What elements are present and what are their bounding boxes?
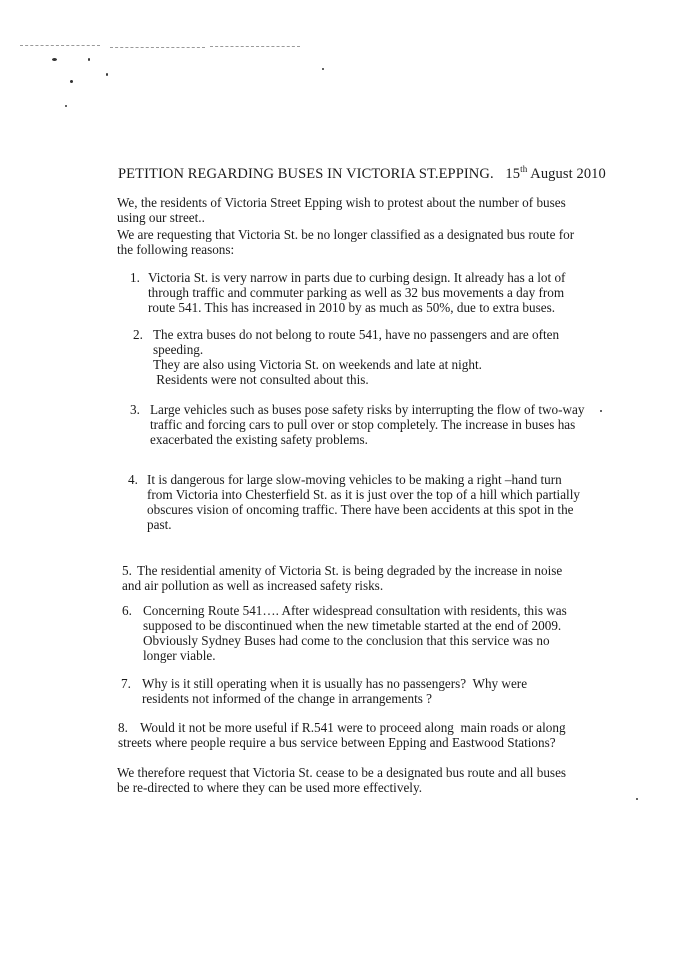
item-line: streets where people require a bus service between Epping and Eastwood Stations? bbox=[118, 735, 556, 750]
item-line: route 541. This has increased in 2010 by as much as 50%, due to extra buses. bbox=[148, 300, 556, 315]
scan-speck bbox=[600, 410, 602, 412]
item-number: 5. bbox=[122, 563, 132, 578]
item-number: 6. bbox=[122, 603, 132, 618]
item-line: Victoria St. is very narrow in parts due to curbing design. It already has a lot of bbox=[148, 270, 566, 285]
scan-artifact-line bbox=[210, 46, 300, 47]
title-text: PETITION REGARDING BUSES IN VICTORIA ST.EPPING. bbox=[118, 165, 494, 182]
item-line: The extra buses do not belong to route 541, have no passengers and are often bbox=[153, 327, 560, 342]
date-rest: August 2010 bbox=[530, 165, 606, 182]
closing-line: be re-directed to where they can be used more effectively. bbox=[117, 780, 422, 795]
item-line: past. bbox=[147, 517, 172, 532]
item-line: traffic and forcing cars to pull over or stop completely. The increase in buses has bbox=[150, 417, 576, 432]
item-line: speeding. bbox=[153, 342, 204, 357]
scan-speck bbox=[322, 68, 324, 70]
intro-paragraph bbox=[117, 195, 647, 257]
item-number: 8. bbox=[118, 720, 128, 735]
item-line: Concerning Route 541…. After widespread consultation with residents, this was bbox=[143, 603, 567, 618]
item-line: residents not informed of the change in arrangements ? bbox=[142, 691, 433, 706]
item-number: 2. bbox=[133, 327, 143, 342]
item-line bbox=[118, 720, 566, 735]
item-line-text: The residential amenity of Victoria St. is being degraded by the increase in noise bbox=[137, 563, 563, 578]
item-line-text: Would it not be more useful if R.541 were to proceed along main roads or along bbox=[140, 720, 566, 735]
item-line: through traffic and commuter parking as well as 32 bus movements a day from bbox=[148, 285, 565, 300]
item-line: obscures vision of oncoming traffic. There have been accidents at this spot in the bbox=[147, 502, 574, 517]
item-number: 1. bbox=[130, 270, 140, 285]
item-line: Large vehicles such as buses pose safety risks by interrupting the flow of two-way bbox=[150, 402, 585, 417]
item-line: longer viable. bbox=[143, 648, 216, 663]
item-number: 7. bbox=[121, 676, 131, 691]
intro-line: using our street.. bbox=[117, 210, 205, 225]
scan-speck bbox=[636, 798, 638, 800]
scan-artifact-line bbox=[110, 47, 205, 48]
date-day: 15 bbox=[505, 165, 521, 182]
scan-speck bbox=[52, 58, 57, 61]
scan-speck bbox=[88, 58, 90, 61]
item-line bbox=[122, 563, 562, 578]
closing-paragraph bbox=[117, 765, 657, 795]
scan-speck bbox=[65, 105, 67, 107]
intro-line: the following reasons: bbox=[117, 242, 235, 257]
closing-line: We therefore request that Victoria St. cease to be a designated bus route and all buses bbox=[117, 765, 567, 780]
scan-artifact-line bbox=[20, 45, 100, 46]
item-line: Why is it still operating when it is usually has no passengers? Why were bbox=[142, 676, 528, 691]
item-line: They are also using Victoria St. on weekends and late at night. bbox=[153, 357, 482, 372]
item-line: Residents were not consulted about this. bbox=[153, 372, 369, 387]
intro-line: We, the residents of Victoria Street Epping wish to protest about the number of buses bbox=[117, 195, 566, 210]
item-line: supposed to be discontinued when the new timetable started at the end of 2009. bbox=[143, 618, 562, 633]
scan-speck bbox=[106, 73, 108, 76]
item-number: 3. bbox=[130, 402, 140, 417]
page-title bbox=[118, 164, 638, 183]
item-line: and air pollution as well as increased safety risks. bbox=[122, 578, 384, 593]
item-line: Obviously Sydney Buses had come to the conclusion that this service was no bbox=[143, 633, 550, 648]
item-line: exacerbated the existing safety problems. bbox=[150, 432, 368, 447]
intro-line: We are requesting that Victoria St. be no longer classified as a designated bus route for bbox=[117, 227, 575, 242]
item-line: It is dangerous for large slow-moving vehicles to be making a right –hand turn bbox=[147, 472, 562, 487]
scan-speck bbox=[70, 80, 73, 83]
title-date bbox=[505, 166, 605, 182]
date-suffix: th bbox=[520, 164, 528, 174]
item-number: 4. bbox=[128, 472, 138, 487]
item-line: from Victoria into Chesterfield St. as it is just over the top of a hill which partially bbox=[147, 487, 580, 502]
